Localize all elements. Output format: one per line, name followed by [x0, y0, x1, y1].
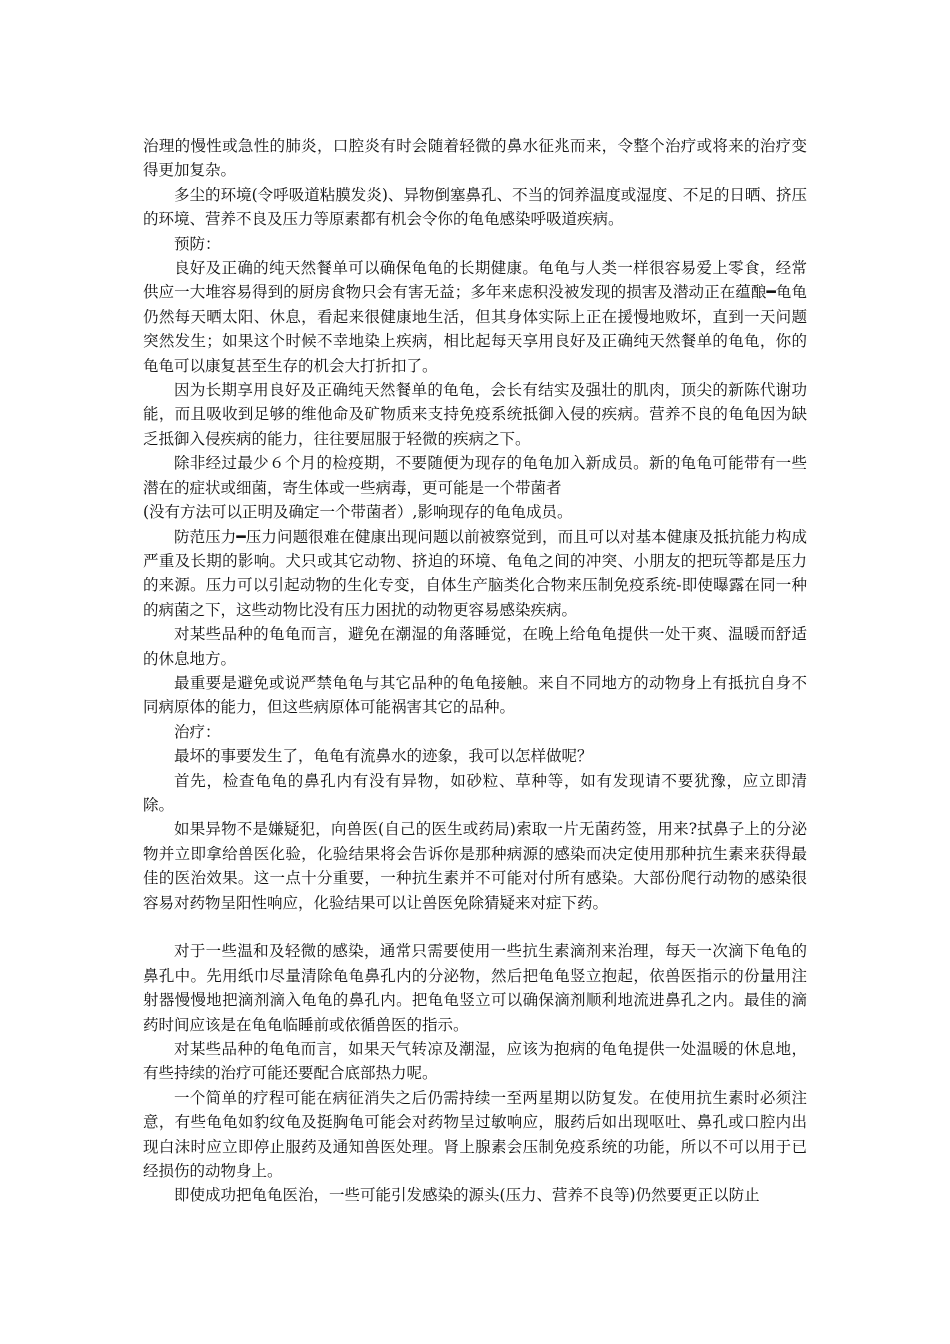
paragraph: 防范压力━压力问题很难在健康出现问题以前被察觉到，而且可以对基本健康及抵抗能力构成严重及长期的影响。犬只或其它动物、挤迫的环境、龟龟之间的冲突、小朋友的把玩等都是压力的来源。压力可以引起动物的生化专变，自体生产脑类化合物来压制免疫系统-即使曝露在同一种的病菌之下，这些动物比没有压力困扰的动物更容易感染疾病。 — [143, 527, 807, 619]
paragraph: (没有方法可以正明及确定一个带菌者）,影响现存的龟龟成员。 — [143, 503, 573, 522]
paragraph: 良好及正确的纯天然餐单可以确保龟龟的长期健康。龟龟与人类一样很容易爱上零食，经常供应一大堆容易得到的厨房食物只会有害无益；多年来虑积没被发现的损害及潜动正在蕴酿━龟龟仍然每天晒太阳、休息，看起来很健康地生活，但其身体实际上正在援慢地败坏，直到一天问题突然发生；如果这个时候不幸地染上疾病，相比起每天享用良好及正确纯天然餐单的龟龟，你的龟龟可以康复甚至生存的机会大打折扣了。 — [143, 259, 807, 375]
paragraph: 最坏的事要发生了，龟龟有流鼻水的迹象，我可以怎样做呢？ — [174, 747, 593, 766]
paragraph: 治理的慢性或急性的肺炎，口腔炎有时会随着轻微的鼻水征兆而来，令整个治疗或将来的治疗变得更加复杂。 — [143, 137, 807, 180]
paragraph: 对于一些温和及轻微的感染，通常只需要使用一些抗生素滴剂来治理，每天一次滴下龟龟的鼻孔中。先用纸巾尽量清除龟龟鼻孔内的分泌物，然后把龟龟竖立抱起，依兽医指示的份量用注射器慢慢地把滴剂滴入龟龟的鼻孔内。把龟龟竖立可以确保滴剂顺利地流进鼻孔之内。最佳的滴药时间应该是在龟龟临睡前或依循兽医的指示。 — [143, 942, 807, 1034]
paragraph: 对某些品种的龟龟而言，避免在潮湿的角落睡觉，在晚上给龟龟提供一处干爽、温暖而舒适的休息地方。 — [143, 625, 807, 668]
paragraph: 首先，检查龟龟的鼻孔内有没有异物，如砂粒、草种等，如有发现请不要犹豫，应立即清除。 — [143, 771, 807, 814]
paragraph: 对某些品种的龟龟而言，如果天气转凉及潮湿，应该为抱病的龟龟提供一处温暖的休息地，有些持续的治疗可能还要配合底部热力呢。 — [143, 1040, 807, 1083]
paragraph: 多尘的环境(令呼吸道粘膜发炎)、异物倒塞鼻孔、不当的饲养温度或湿度、不足的日晒、挤压的环境、营养不良及压力等原素都有机会令你的龟龟感染呼吸道疾病。 — [143, 185, 807, 229]
section-heading-treatment: 治疗： — [174, 722, 221, 741]
paragraph: 除非经过最少６个月的检疫期，不要随便为现存的龟龟加入新成员。新的龟龟可能带有一些潜在的症状或细菌，寄生体或一些病毒，更可能是一个带菌者 — [143, 454, 807, 497]
section-heading-prevention: 预防： — [174, 234, 221, 253]
paragraph: 如果异物不是嫌疑犯，向兽医(自己的医生或药局)索取一片无菌药签，用来?拭鼻子上的分泌物并立即拿给兽医化验，化验结果将会告诉你是那种病源的感染而决定使用那种抗生素来获得最佳的医治效果。这一点十分重要，一种抗生素并不可能对付所有感染。大部份爬行动物的感染很容易对药物呈阳性响应，化验结果可以让兽医免除猜疑来对症下药。 — [143, 820, 807, 912]
document-body — [143, 134, 807, 1208]
paragraph: 因为长期享用良好及正确纯天然餐单的龟龟，会长有结实及强壮的肌肉，顶尖的新陈代谢功能，而且吸收到足够的维他命及矿物质来支持免疫系统抵御入侵的疾病。营养不良的龟龟因为缺乏抵御入侵疾病的能力，往往要屈服于轻微的疾病之下。 — [143, 381, 807, 448]
paragraph: 一个简单的疗程可能在病征消失之后仍需持续一至两星期以防复发。在使用抗生素时必须注意，有些龟龟如豹纹龟及挺胸龟可能会对药物呈过敏响应，服药后如出现呕吐、鼻孔或口腔内出现白沫时应立即停止服药及通知兽医处理。肾上腺素会压制免疫系统的功能，所以不可以用于已经损伤的动物身上。 — [143, 1088, 807, 1181]
paragraph: 最重要是避免或说严禁龟龟与其它品种的龟龟接触。来自不同地方的动物身上有抵抗自身不同病原体的能力，但这些病原体可能祸害其它的品种。 — [143, 673, 807, 717]
blank-line — [143, 915, 807, 939]
paragraph: 即使成功把龟龟医治，一些可能引发感染的源头(压力、营养不良等)仍然要更正以防止 — [174, 1186, 760, 1205]
